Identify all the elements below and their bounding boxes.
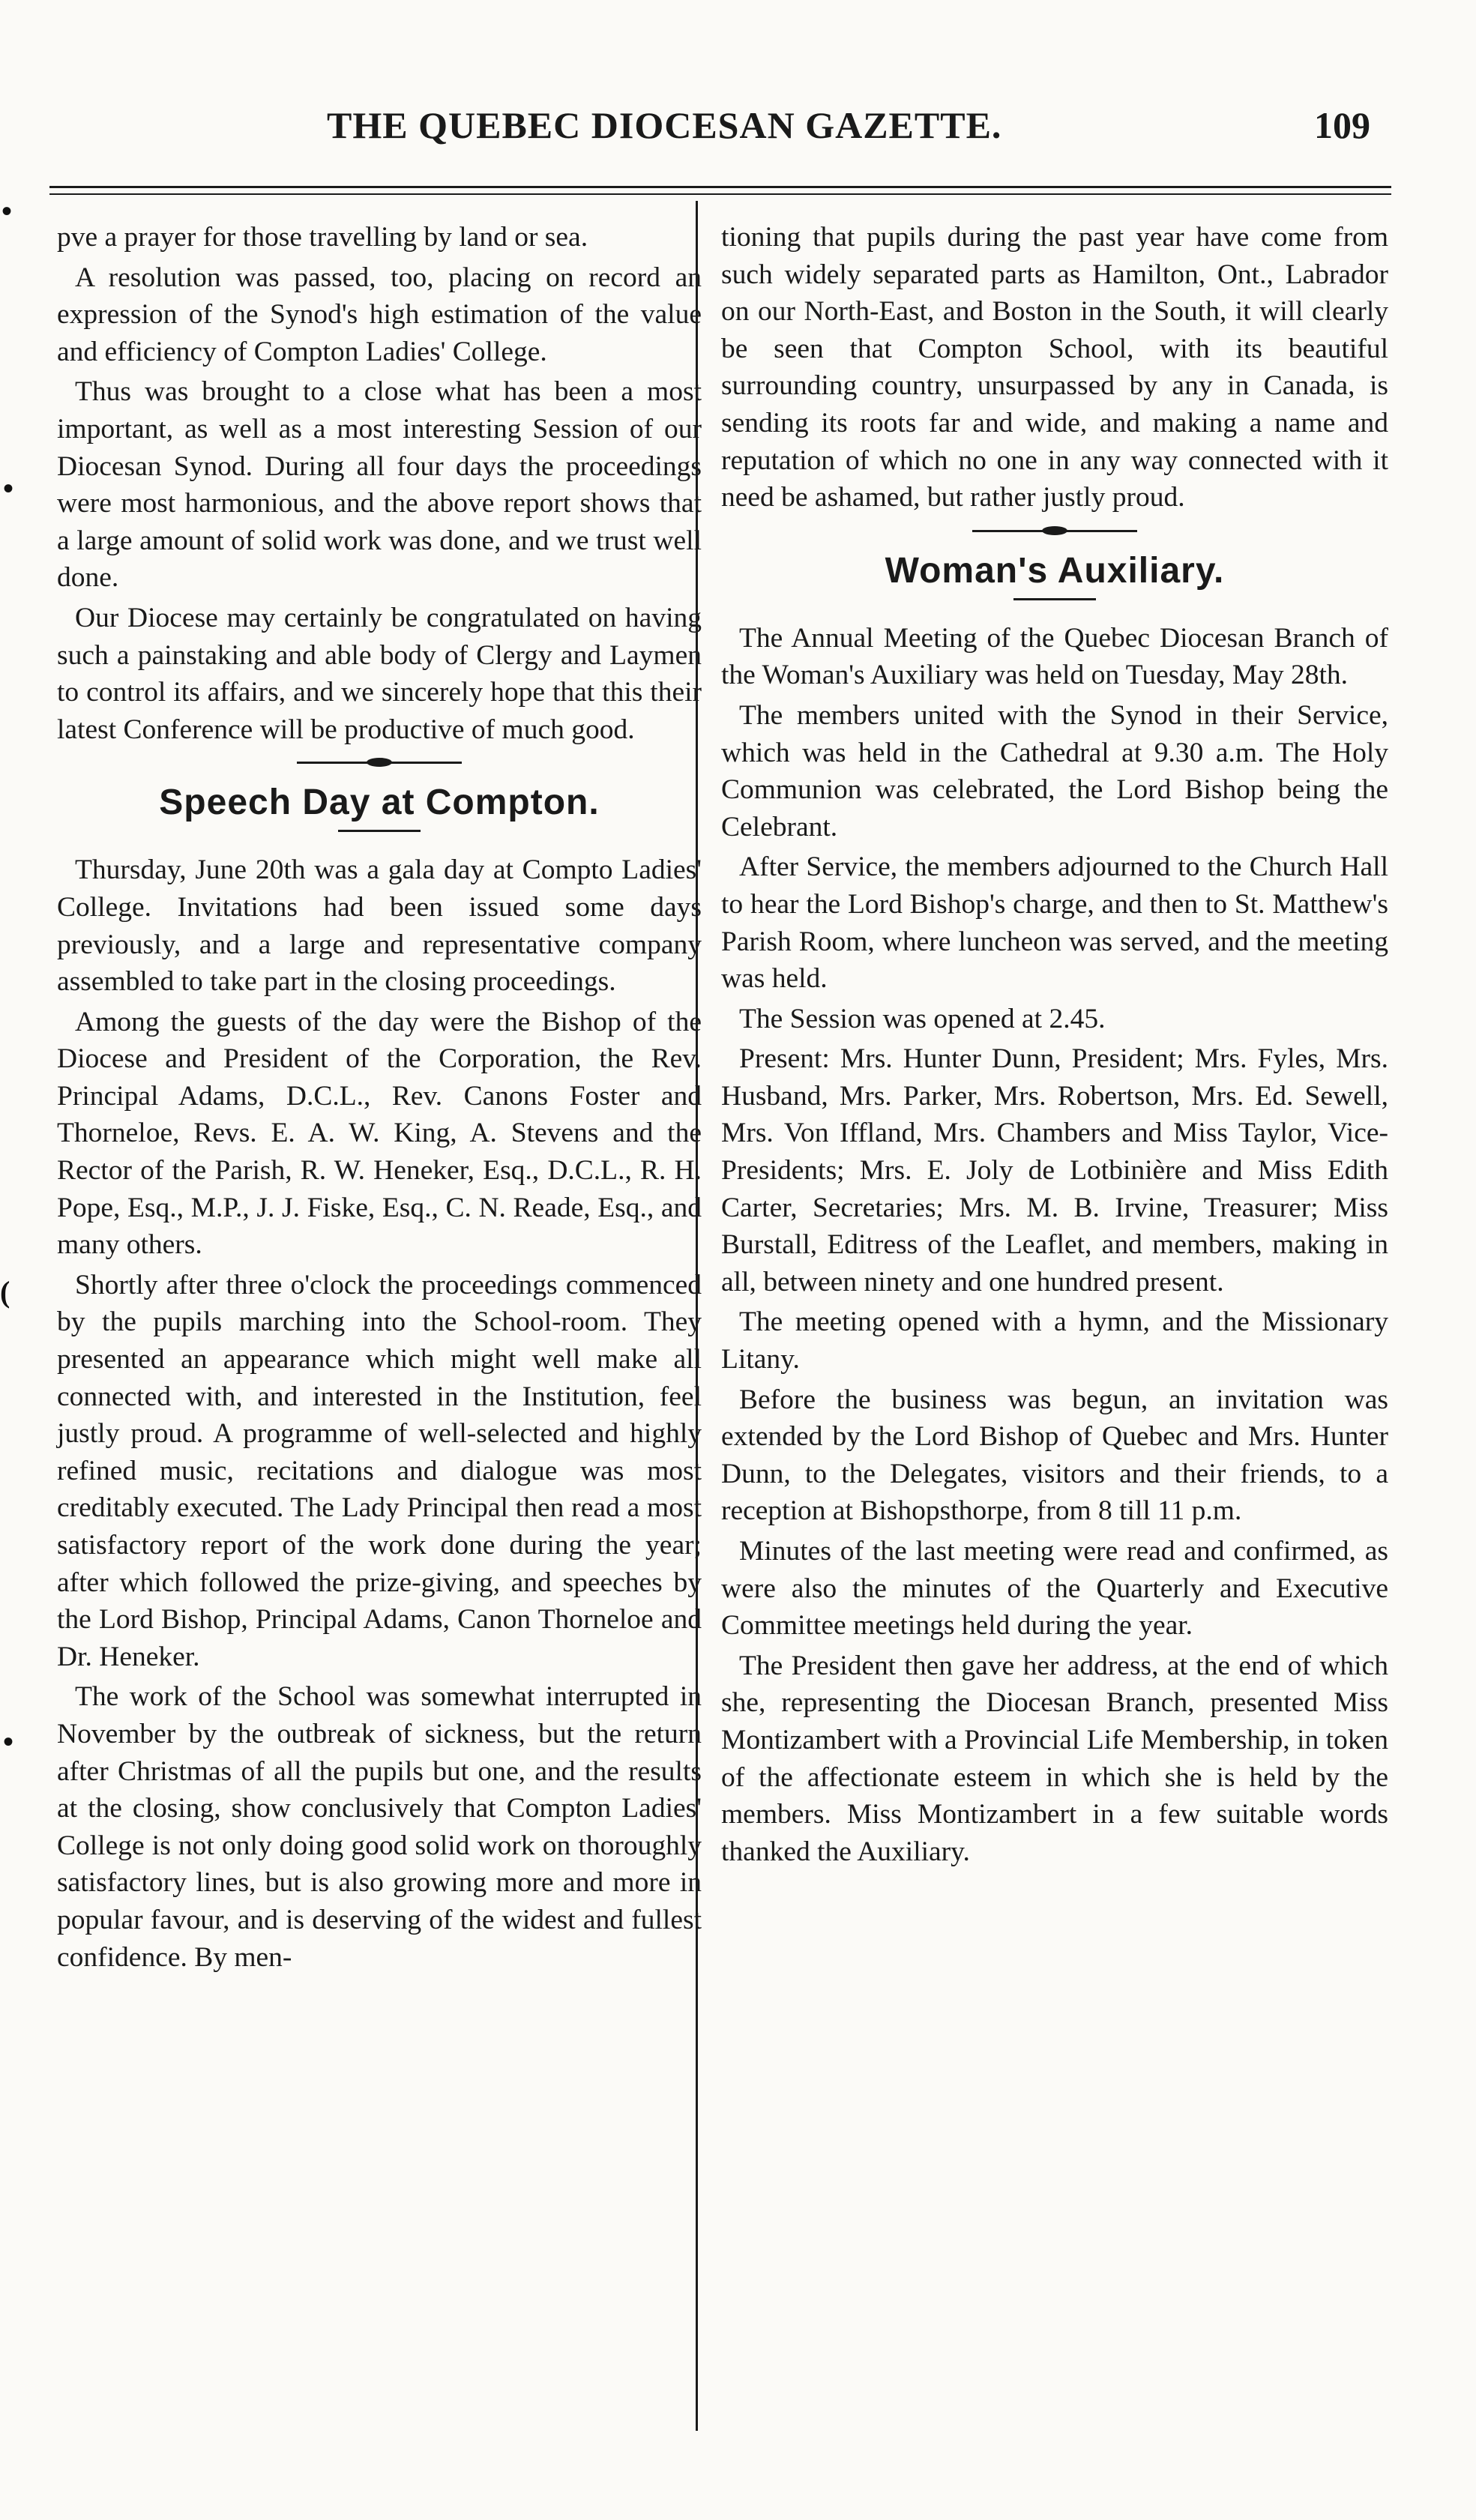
paragraph: Thus was brought to a close what has been a most important, as well as a most interesting Session of our Diocesan Synod. During all four days the proceedings were most harmonious, and the above report shows that a large amount of solid work was done, and we trust well done. (57, 376, 702, 594)
header-rule-bottom (49, 193, 1391, 195)
paragraph: Minutes of the last meeting were read and confirmed, as were also the minutes of the Quarterly and Executive Committee meetings held during the year. (721, 1536, 1388, 1642)
paragraph: Thursday, June 20th was a gala day at Compto Ladies' College. Invitations had been issued some days previously, and a large and representative company assembled to take part in the closing proceedings. (57, 854, 702, 998)
paragraph: Our Diocese may certainly be congratulated on having such a painstaking and able body of Clergy and Laymen to control its affairs, and we sincerely hope that this their latest Conference will be productive of much good. (57, 602, 702, 745)
paragraph: Among the guests of the day were the Bishop of the Diocese and President of the Corporation, the Rev. Principal Adams, D.C.L., Rev. Canons Foster and Thorneloe, Revs. E. A. W. King, A. Stevens and the Rector of the Parish, R. W. Heneker, Esq., D.C.L., R. H. Pope, Esq., M.P., J. J. Fiske, Esq., C. N. Reade, Esq., and many others. (57, 1006, 702, 1261)
paragraph: Shortly after three o'clock the proceedings commenced by the pupils marching into the School-room. They presented an appearance which might well make all connected with, and interested in the Institution, feel justly proud. A programme of well-selected and highly refined music, recitations and dialogue was most creditably executed. The Lady Principal then read a most satisfactory report of the work done during the year; after which followed the prize-giving, and speeches by the Lord Bishop, Principal Adams, Canon Thorneloe and Dr. Heneker. (57, 1269, 702, 1672)
left-column (57, 219, 702, 1979)
section-divider (297, 762, 462, 764)
margin-mark: • (1, 194, 13, 228)
paragraph: The meeting opened with a hymn, and the Missionary Litany. (721, 1306, 1388, 1375)
right-column (721, 219, 1388, 1873)
paragraph: pve a prayer for those travelling by land or sea. (57, 222, 588, 253)
heading-underline (1013, 598, 1096, 600)
paragraph: Before the business was begun, an invitation was extended by the Lord Bishop of Quebec and Mrs. Hunter Dunn, to the Delegates, visitors and their friends, to a reception at Bishopsthorpe, from 8 till 11 p.m. (721, 1384, 1388, 1527)
paragraph: The Session was opened at 2.45. (739, 1003, 1106, 1034)
section-heading-speech-day: Speech Day at Compton. (159, 783, 600, 823)
paragraph: Present: Mrs. Hunter Dunn, President; Mrs. Fyles, Mrs. Husband, Mrs. Parker, Mrs. Robertson, Mrs. Ed. Sewell, Mrs. Von Iffland, Mrs. Chambers and Miss Taylor, Vice-Presidents; Mrs. E. Joly de Lotbinière and Miss Edith Carter, Secretaries; Mrs. M. B. Irvine, Treasurer; Miss Burstall, Editress of the Leaflet, and members, making in all, between ninety and one hundred present. (721, 1043, 1388, 1297)
paragraph: A resolution was passed, too, placing on record an expression of the Synod's high estimation of the value and efficiency of Compton Ladies' College. (57, 262, 702, 367)
publication-title: THE QUEBEC DIOCESAN GAZETTE. (327, 104, 1002, 146)
page-header (72, 103, 1391, 156)
header-rule-top (49, 186, 1391, 188)
margin-mark: ( (0, 1275, 10, 1309)
paragraph: The members united with the Synod in their Service, which was held in the Cathedral at 9.30 a.m. The Holy Communion was celebrated, the Lord Bishop being the Celebrant. (721, 699, 1388, 842)
paragraph: The work of the School was somewhat interrupted in November by the outbreak of sickness, but the return after Christmas of all the pupils but one, and the results at the closing, show conclusively that Compton Ladies' College is not only doing good solid work on thoroughly satisfactory lines, but is also growing more and more in popular favour, and is deserving of the widest and fullest confidence. By men- (57, 1681, 702, 1973)
paragraph: tioning that pupils during the past year have come from such widely separated parts as Hamilton, Ont., Labrador on our North-East, and Boston in the South, it will clearly be seen that Compton School, with its beautiful surrounding country, unsurpassed by any in Canada, is sending its roots far and wide, and making a name and reputation of which no one in any way connected with it need be ashamed, but rather justly proud. (721, 222, 1388, 513)
heading-underline (338, 830, 421, 832)
page-number: 109 (1314, 104, 1370, 146)
paragraph: The Annual Meeting of the Quebec Diocesan Branch of the Woman's Auxiliary was held on Tuesday, May 28th. (721, 622, 1388, 691)
section-divider (972, 530, 1137, 532)
section-heading-womans-auxiliary: Woman's Auxiliary. (885, 550, 1225, 591)
margin-mark: • (3, 1725, 14, 1758)
margin-mark: • (3, 471, 14, 505)
paragraph: After Service, the members adjourned to the Church Hall to hear the Lord Bishop's charge, and then to St. Matthew's Parish Room, where luncheon was served, and the meeting was held. (721, 851, 1388, 995)
paragraph: The President then gave her address, at the end of which she, representing the Diocesan Branch, presented Miss Montizambert with a Provincial Life Membership, in token of the affectionate esteem in which she is held by the members. Miss Montizambert in a few suitable words thanked the Auxiliary. (721, 1650, 1388, 1867)
